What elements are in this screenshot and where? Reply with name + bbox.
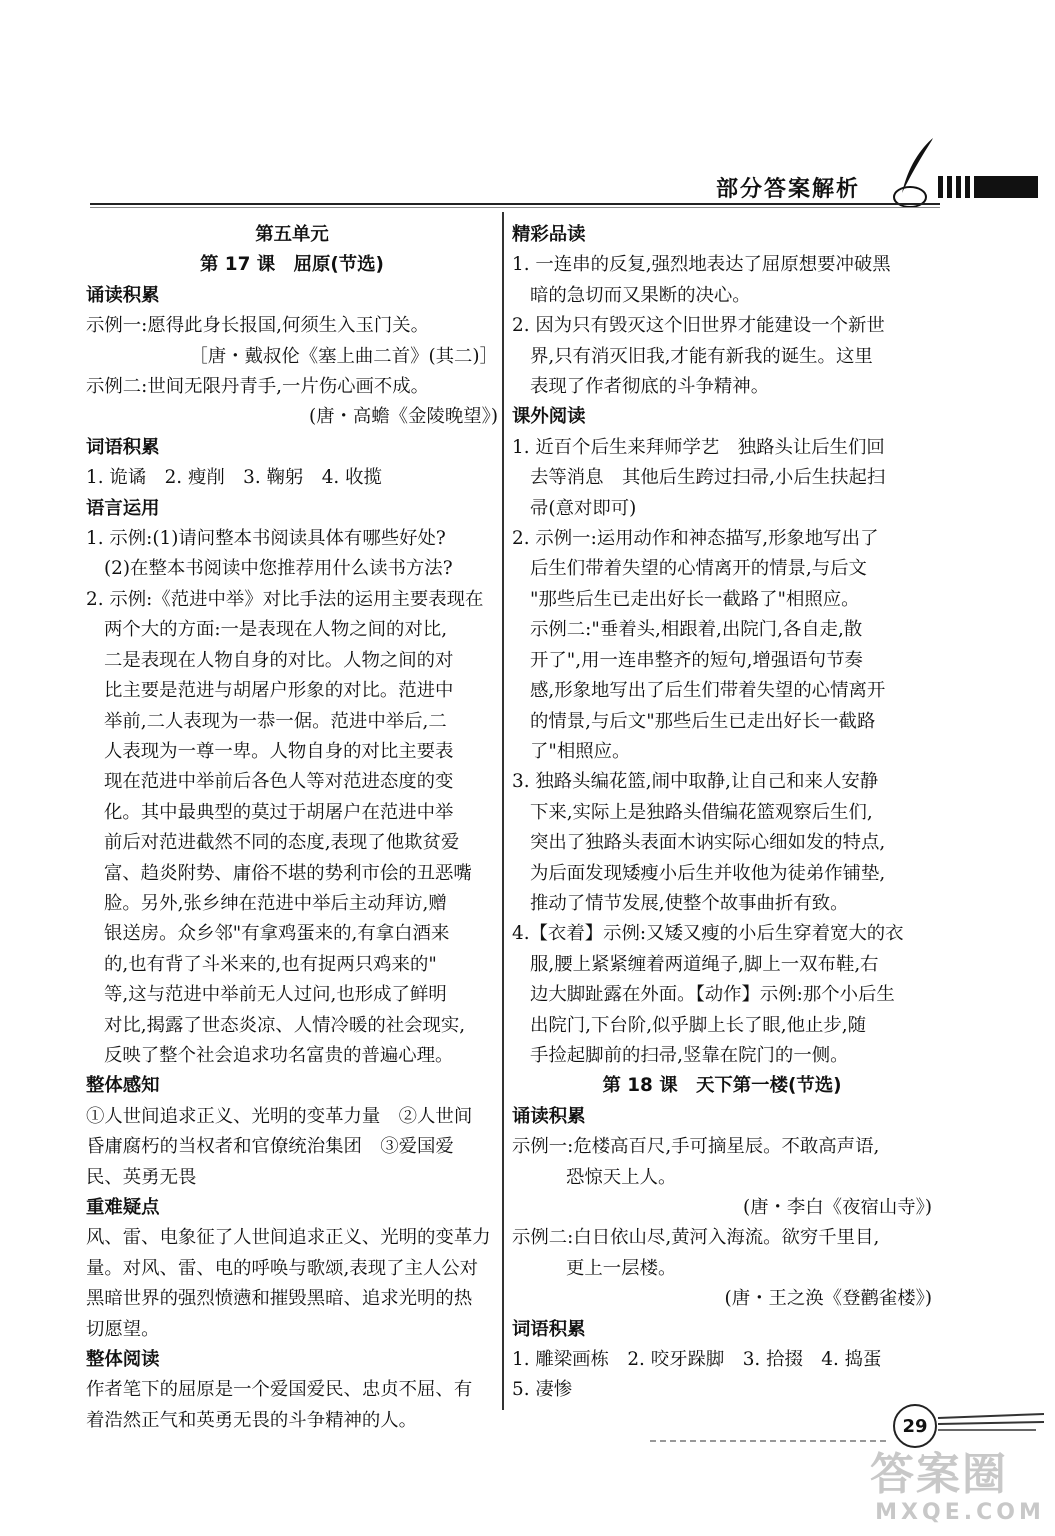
text-line: 后生们带着失望的心情离开的情景,与后文 — [530, 558, 867, 580]
watermark-url: MXQE.COM — [875, 1500, 1045, 1525]
text-line: 昏庸腐朽的当权者和官僚统治集团 ③爱国爱 — [86, 1136, 454, 1158]
text-line: 表现了作者彻底的斗争精神。 — [530, 376, 770, 398]
text-line: ①人世间追求正义、光明的变革力量 ②人世间 — [86, 1105, 473, 1127]
header-rule-thin — [90, 207, 940, 208]
text-line: 更上一层楼。 — [566, 1257, 677, 1279]
text-line: 2. 示例:《范进中举》对比手法的运用主要表现在 — [86, 588, 484, 610]
text-line: 反映了整个社会追求功名富贵的普遍心理。 — [104, 1044, 454, 1066]
text-line: 着浩然正气和英勇无畏的斗争精神的人。 — [86, 1409, 418, 1431]
speed-lines-icon — [936, 1410, 1046, 1440]
text-line: 的,也有背了斗米来的,也有捉两只鸡来的" — [104, 953, 437, 975]
text-line: 2. 示例一:运用动作和神态描写,形象地写出了 — [512, 528, 879, 550]
text-line: 2. 因为只有毁灭这个旧世界才能建设一个新世 — [512, 315, 885, 337]
text-line: 服,腰上紧紧缠着两道绳子,脚上一双布鞋,右 — [530, 953, 879, 975]
text-line: 5. 凄惨 — [512, 1379, 573, 1401]
text-line: 黑暗世界的强烈愤懑和摧毁黑暗、追求光明的热 — [86, 1288, 473, 1310]
text-line: (2)在整本书阅读中您推荐用什么读书方法? — [104, 558, 453, 580]
text-line: 两个大的方面:一是表现在人物之间的对比, — [104, 619, 448, 641]
citation: (唐・王之涣《登鹳雀楼》) — [724, 1288, 932, 1310]
text-line: 脸。另外,张乡绅在范进中举后主动拜访,赠 — [104, 892, 447, 914]
text-line: 示例二:白日依山尽,黄河入海流。欲穷千里目, — [512, 1227, 880, 1249]
text-line: "那些后生已走出好长一截路了"相照应。 — [530, 588, 860, 610]
text-line: 二是表现在人物自身的对比。人物之间的对 — [104, 649, 454, 671]
header-rule — [90, 203, 940, 205]
text-line: 了"相照应。 — [530, 740, 631, 762]
text-line: 突出了独路头表面木讷实际心细如发的特点, — [530, 832, 886, 854]
footer-dashed-rule — [650, 1440, 886, 1442]
watermark-logo-text: 答案圈 — [870, 1449, 1008, 1500]
text-line: 示例一:危楼高百尺,手可摘星辰。不敢高声语, — [512, 1136, 880, 1158]
lesson-18-title: 第 18 课 天下第一楼(节选) — [602, 1075, 842, 1097]
text-line: 的情景,与后文"那些后生已走出好长一截路 — [530, 710, 876, 732]
text-line: 推动了情节发展,使整个故事曲折有致。 — [530, 892, 849, 914]
text-line: 量。对风、雷、电的呼唤与歌颂,表现了主人公对 — [86, 1257, 479, 1279]
section-heading: 语言运用 — [86, 497, 160, 519]
text-line: 边大脚趾露在外面。【动作】示例:那个小后生 — [530, 984, 895, 1006]
text-line: 示例二:世间无限丹青手,一片伤心画不成。 — [86, 376, 430, 398]
text-line: 银送房。众乡邻"有拿鸡蛋来的,有拿白酒来 — [104, 923, 450, 945]
citation: (唐・高蟾《金陵晚望》) — [308, 406, 498, 428]
lesson-17-title: 第 17 课 屈原(节选) — [200, 254, 384, 276]
text-line: 人表现为一尊一卑。人物自身的对比主要表 — [104, 740, 454, 762]
text-line: 帚(意对即可) — [530, 497, 637, 519]
section-heading: 整体阅读 — [86, 1349, 160, 1371]
citation: (唐・李白《夜宿山寺》) — [742, 1197, 932, 1218]
text-line: 1. 近百个后生来拜师学艺 独路头让后生们回 — [512, 436, 885, 458]
text-line: 现在范进中举前后各色人等对范进态度的变 — [104, 771, 454, 793]
section-heading: 精彩品读 — [512, 224, 586, 245]
text-line: 1. 示例:(1)请问整本书阅读具体有哪些好处? — [86, 528, 446, 550]
section-heading: 诵读积累 — [512, 1105, 586, 1127]
left-column — [86, 220, 498, 1436]
text-line: 化。其中最典型的莫过于胡屠户在范进中举 — [104, 801, 454, 823]
text-line: 富、趋炎附势、庸俗不堪的势利市侩的丑恶嘴 — [104, 862, 472, 884]
section-heading: 诵读积累 — [86, 284, 160, 306]
right-column — [512, 220, 932, 1406]
text-line: 手捡起脚前的扫帚,竖靠在院门的一侧。 — [530, 1044, 849, 1066]
text-line: 示例一:愿得此身长报国,何须生入玉门关。 — [86, 315, 430, 337]
text-line: 对比,揭露了世态炎凉、人情冷暖的社会现实, — [104, 1014, 466, 1036]
text-line: 暗的急切而又果断的决心。 — [530, 284, 751, 306]
text-line: 3. 独路头编花篮,闹中取静,让自己和来人安静 — [512, 771, 879, 793]
text-line: 作者笔下的屈原是一个爱国爱民、忠贞不屈、有 — [86, 1379, 473, 1401]
section-heading: 重难疑点 — [86, 1197, 160, 1218]
text-line: 出院门,下台阶,似乎脚上长了眼,他止步,随 — [530, 1014, 867, 1036]
watermark — [870, 1450, 1050, 1532]
text-line: 4.【衣着】示例:又矮又瘦的小后生穿着宽大的衣 — [512, 923, 904, 945]
section-header-title: 部分答案解析 — [716, 177, 861, 202]
citation: ［唐・戴叔伦《塞上曲二首》(其二)］ — [189, 345, 498, 367]
text-line: 民、英勇无畏 — [86, 1166, 197, 1188]
section-heading: 整体感知 — [86, 1075, 160, 1097]
text-line: 1. 雕梁画栋 2. 咬牙跺脚 3. 拾掇 4. 捣蛋 — [512, 1349, 882, 1371]
column-divider — [502, 212, 504, 1410]
text-line: 1. 一连串的反复,强烈地表达了屈原想要冲破黑 — [512, 254, 891, 276]
text-line: 去等消息 其他后生跨过扫帚,小后生扶起扫 — [530, 467, 886, 489]
text-line: 为后面发现矮瘦小后生并收他为徒弟作铺垫, — [530, 862, 886, 884]
text-line: 1. 诡谲 2. 瘦削 3. 鞠躬 4. 收揽 — [86, 467, 382, 489]
section-heading: 词语积累 — [86, 436, 160, 458]
text-line: 界,只有消灭旧我,才能有新我的诞生。这里 — [530, 345, 873, 367]
text-line: 比主要是范进与胡屠户形象的对比。范进中 — [104, 680, 454, 702]
quill-pen-icon — [890, 135, 940, 210]
section-heading: 课外阅读 — [512, 406, 586, 428]
text-line: 开了",用一连串整齐的短句,增强语句节奏 — [530, 649, 863, 671]
text-line: 下来,实际上是独路头借编花篮观察后生们, — [530, 801, 873, 823]
section-heading: 词语积累 — [512, 1318, 586, 1340]
text-line: 举前,二人表现为一恭一倨。范进中举后,二 — [104, 710, 447, 732]
text-line: 切愿望。 — [86, 1318, 160, 1340]
unit-title: 第五单元 — [255, 224, 329, 245]
text-line: 恐惊天上人。 — [566, 1166, 677, 1188]
text-line: 感,形象地写出了后生们带着失望的心情离开 — [530, 680, 886, 702]
text-line: 前后对范进截然不同的态度,表现了他欺贫爱 — [104, 832, 460, 854]
text-line: 等,这与范进中举前无人过问,也形成了鲜明 — [104, 984, 447, 1006]
text-line: 风、雷、电象征了人世间追求正义、光明的变革力 — [86, 1227, 491, 1249]
text-line: 示例二:"垂着头,相跟着,出院门,各自走,散 — [530, 619, 863, 641]
page-number: 29 — [893, 1404, 937, 1448]
